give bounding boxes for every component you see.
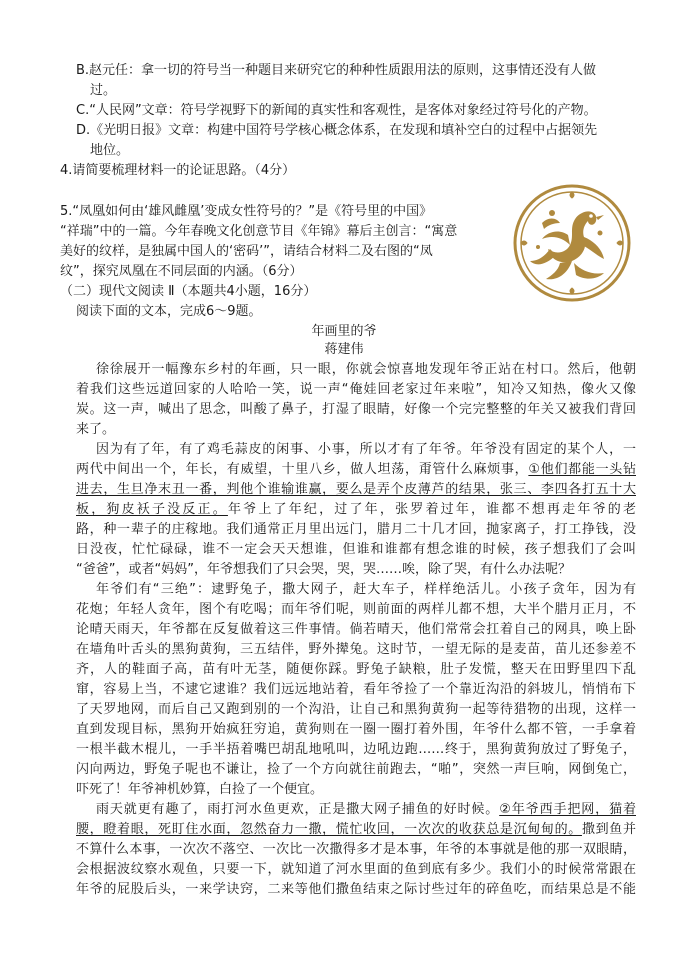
paragraph-2-line: 路，种一辈子的庄稼地。我们通常正月里出远门，腊月二十几才回，抛家离子，打工挣钱，没 [76, 522, 636, 537]
underlined-sentence-1: ①他们都能一头钻 [528, 462, 636, 477]
option-c: C.“人民网”文章：符号学视野下的新闻的真实性和客观性，是客体对象经过符号化的产物。 [76, 103, 597, 118]
paragraph-3-line: 闪向两边，野兔子呢也不谦让，捡了一个方向就往前跑去，“啪”，突然一声巨响，网倒兔亡， [76, 762, 636, 777]
section-header: （二）现代文阅读 Ⅱ（本题共4小题，16分） [60, 284, 317, 299]
paragraph-1-line: 炭。这一声，喊出了思念，叫酸了鼻子，打湿了眼睛，好像一个完完整整的年关又被我们背回 [76, 402, 636, 417]
underlined-sentence-1: 进去，生旦净末丑一番，判他个谁输谁赢，要么是弄个皮薄芦的结果，张三、李四各打五十大 [76, 482, 636, 497]
paragraph-4-line: 不算什么本事，一次次不落空、一次比一次撒得多才是本事，年爷的本事就是他的那一双眼睛， [76, 842, 636, 857]
question-5-line2: “祥瑞”中的一篇。今年春晚文化创意节目《年锦》幕后主创言：“寓意 [60, 224, 458, 239]
paragraph-4-text: 雨天就更有趣了，雨打河水鱼更欢，正是撒大网子捕鱼的好时候。 [96, 802, 500, 817]
paragraph-4-line: 会根据波纹察水观鱼，只要一下，就知道了河水里面的鱼到底有多少。我们小的时候常常跟在 [76, 862, 636, 877]
underlined-sentence-2: ②年爷西手把网，猫着 [499, 802, 636, 817]
paragraph-3-line: 一根半截木棍儿，一手半捂着嘴巴胡乱地吼叫，边吼边跑……终于，黑狗黄狗放过了野兔子， [76, 742, 636, 757]
paragraph-2-line: 因为有了年，有了鸡毛蒜皮的闲事、小事，所以才有了年爷。年爷没有固定的某个人，一 [96, 442, 636, 457]
underlined-sentence-1: 板，狗皮袄子没反正。 [76, 502, 228, 517]
paragraph-1-line: 徐徐展开一幅豫东乡村的年画，只一眼，你就会惊喜地发现年爷正站在村口。然后，他朝 [96, 362, 636, 377]
paragraph-1-line: 着我们这些远道回家的人哈哈一笑，说一声“俺娃回老家过年来啦”，知冷又知热，像火又像 [76, 382, 636, 397]
question-5-line4: 纹”，探究凤凰在不同层面的内涵。（6分） [60, 264, 303, 279]
phoenix-medallion-image [512, 183, 632, 303]
paragraph-3-line: 直到发现目标，黑狗开始疯狂穷追，黄狗则在一圈一圈打着外围，年爷什么都不管，一手拿着 [76, 722, 636, 737]
paragraph-4-line [96, 801, 636, 819]
paragraph-4-text: 撒到鱼并 [581, 822, 636, 837]
paragraph-3-line: 花炮；年轻人贪年，图个有吃喝；而年爷们呢，则前面的两样儿都不想，大半个腊月正月，不 [76, 602, 636, 617]
underlined-sentence-2: 腰，瞪着眼，死盯住水面，忽然奋力一撒，慌忙收回，一次次的收获总是沉甸甸的。 [76, 822, 582, 837]
paragraph-3-line: 论晴天雨天，年爷都在反复做着这三件事情。倘若晴天，他们常常会扛着自己的网具，唤上卧 [76, 622, 636, 637]
paragraph-3-line: 齐，人的鞋面子高，苗有叶无茎，随便你踩。野兔子缺粮，肚子发慌，整天在田野里四下乱 [76, 662, 636, 677]
paragraph-4-line: 年爷的屁股后头，一来学诀窍，二来等他们撒鱼结束之际讨些过年的碎鱼吃，而结果总是不能 [76, 882, 636, 897]
paragraph-2-line [76, 501, 636, 519]
option-b-line2: 过。 [90, 83, 117, 98]
paragraph-3-line: 了天罗地网，而后自己又跑到别的一个沟沿，让自己和黑狗黄狗一起等待猎物的出现，这样一 [76, 702, 636, 717]
question-5-line3: 美好的纹样，是独属中国人的‘密码’”，请结合材料二及右图的“凤 [60, 244, 433, 259]
paragraph-3-line: 年爷们有“三绝”：逮野兔子，撒大网子，赶大车子，样样绝活儿。小孩子贪年，因为有 [96, 582, 636, 597]
paragraph-2-line [76, 461, 636, 479]
paragraph-3-line: 窜，容易上当，不逮它逮谁？我们远远地站着，看年爷捡了一个靠近沟沿的斜坡儿，悄悄布下 [76, 682, 636, 697]
paragraph-3-line: 在墙角叶舌头的黑狗黄狗，三五结伴，野外撵兔。这时节，一望无际的是麦苗，苗儿还参差不 [76, 642, 636, 657]
reading-instruction: 阅读下面的文本，完成6～9题。 [76, 304, 262, 319]
question-4: 4.请简要梳理材料一的论证思路。（4分） [60, 163, 296, 178]
paragraph-2-line: “爸爸”，或者“妈妈”，年爷想我们了只会哭，哭，哭……唉，除了哭，有什么办法呢？ [76, 562, 571, 577]
article-title: 年画里的爷 [311, 324, 377, 339]
paragraph-2-text: 两代中间出一个，年长，有威望，十里八乡，做人坦荡，甭管什么麻烦事， [76, 462, 529, 477]
option-b-line1: B.赵元任：拿一切的符号当一种题目来研究它的种种性质跟用法的原则，这事情还没有人做 [76, 63, 597, 78]
paragraph-2-text: 年爷上了年纪，过了年，张罗着过年，谁都不想再走年爷的老 [227, 502, 636, 517]
article-author: 蒋建伟 [324, 342, 364, 357]
option-d-line1: D.《光明日报》文章：构建中国符号学核心概念体系，在发现和填补空白的过程中占据领先 [76, 123, 598, 138]
question-5-line1: 5.“凤凰如何由‘雄风雌凰’变成女性符号的？”是《符号里的中国》 [60, 204, 433, 219]
paragraph-2-line: 日没夜，忙忙碌碌，谁不一定会天天想谁，但谁和谁都有想念谁的时候，孩子想我们了会叫 [76, 542, 636, 557]
paragraph-1-line: 来了。 [76, 422, 116, 437]
paragraph-3-line: 吓死了！年爷神机妙算，白捡了一个便宜。 [76, 782, 324, 797]
option-d-line2: 地位。 [90, 143, 130, 158]
paragraph-4-line [76, 821, 636, 839]
